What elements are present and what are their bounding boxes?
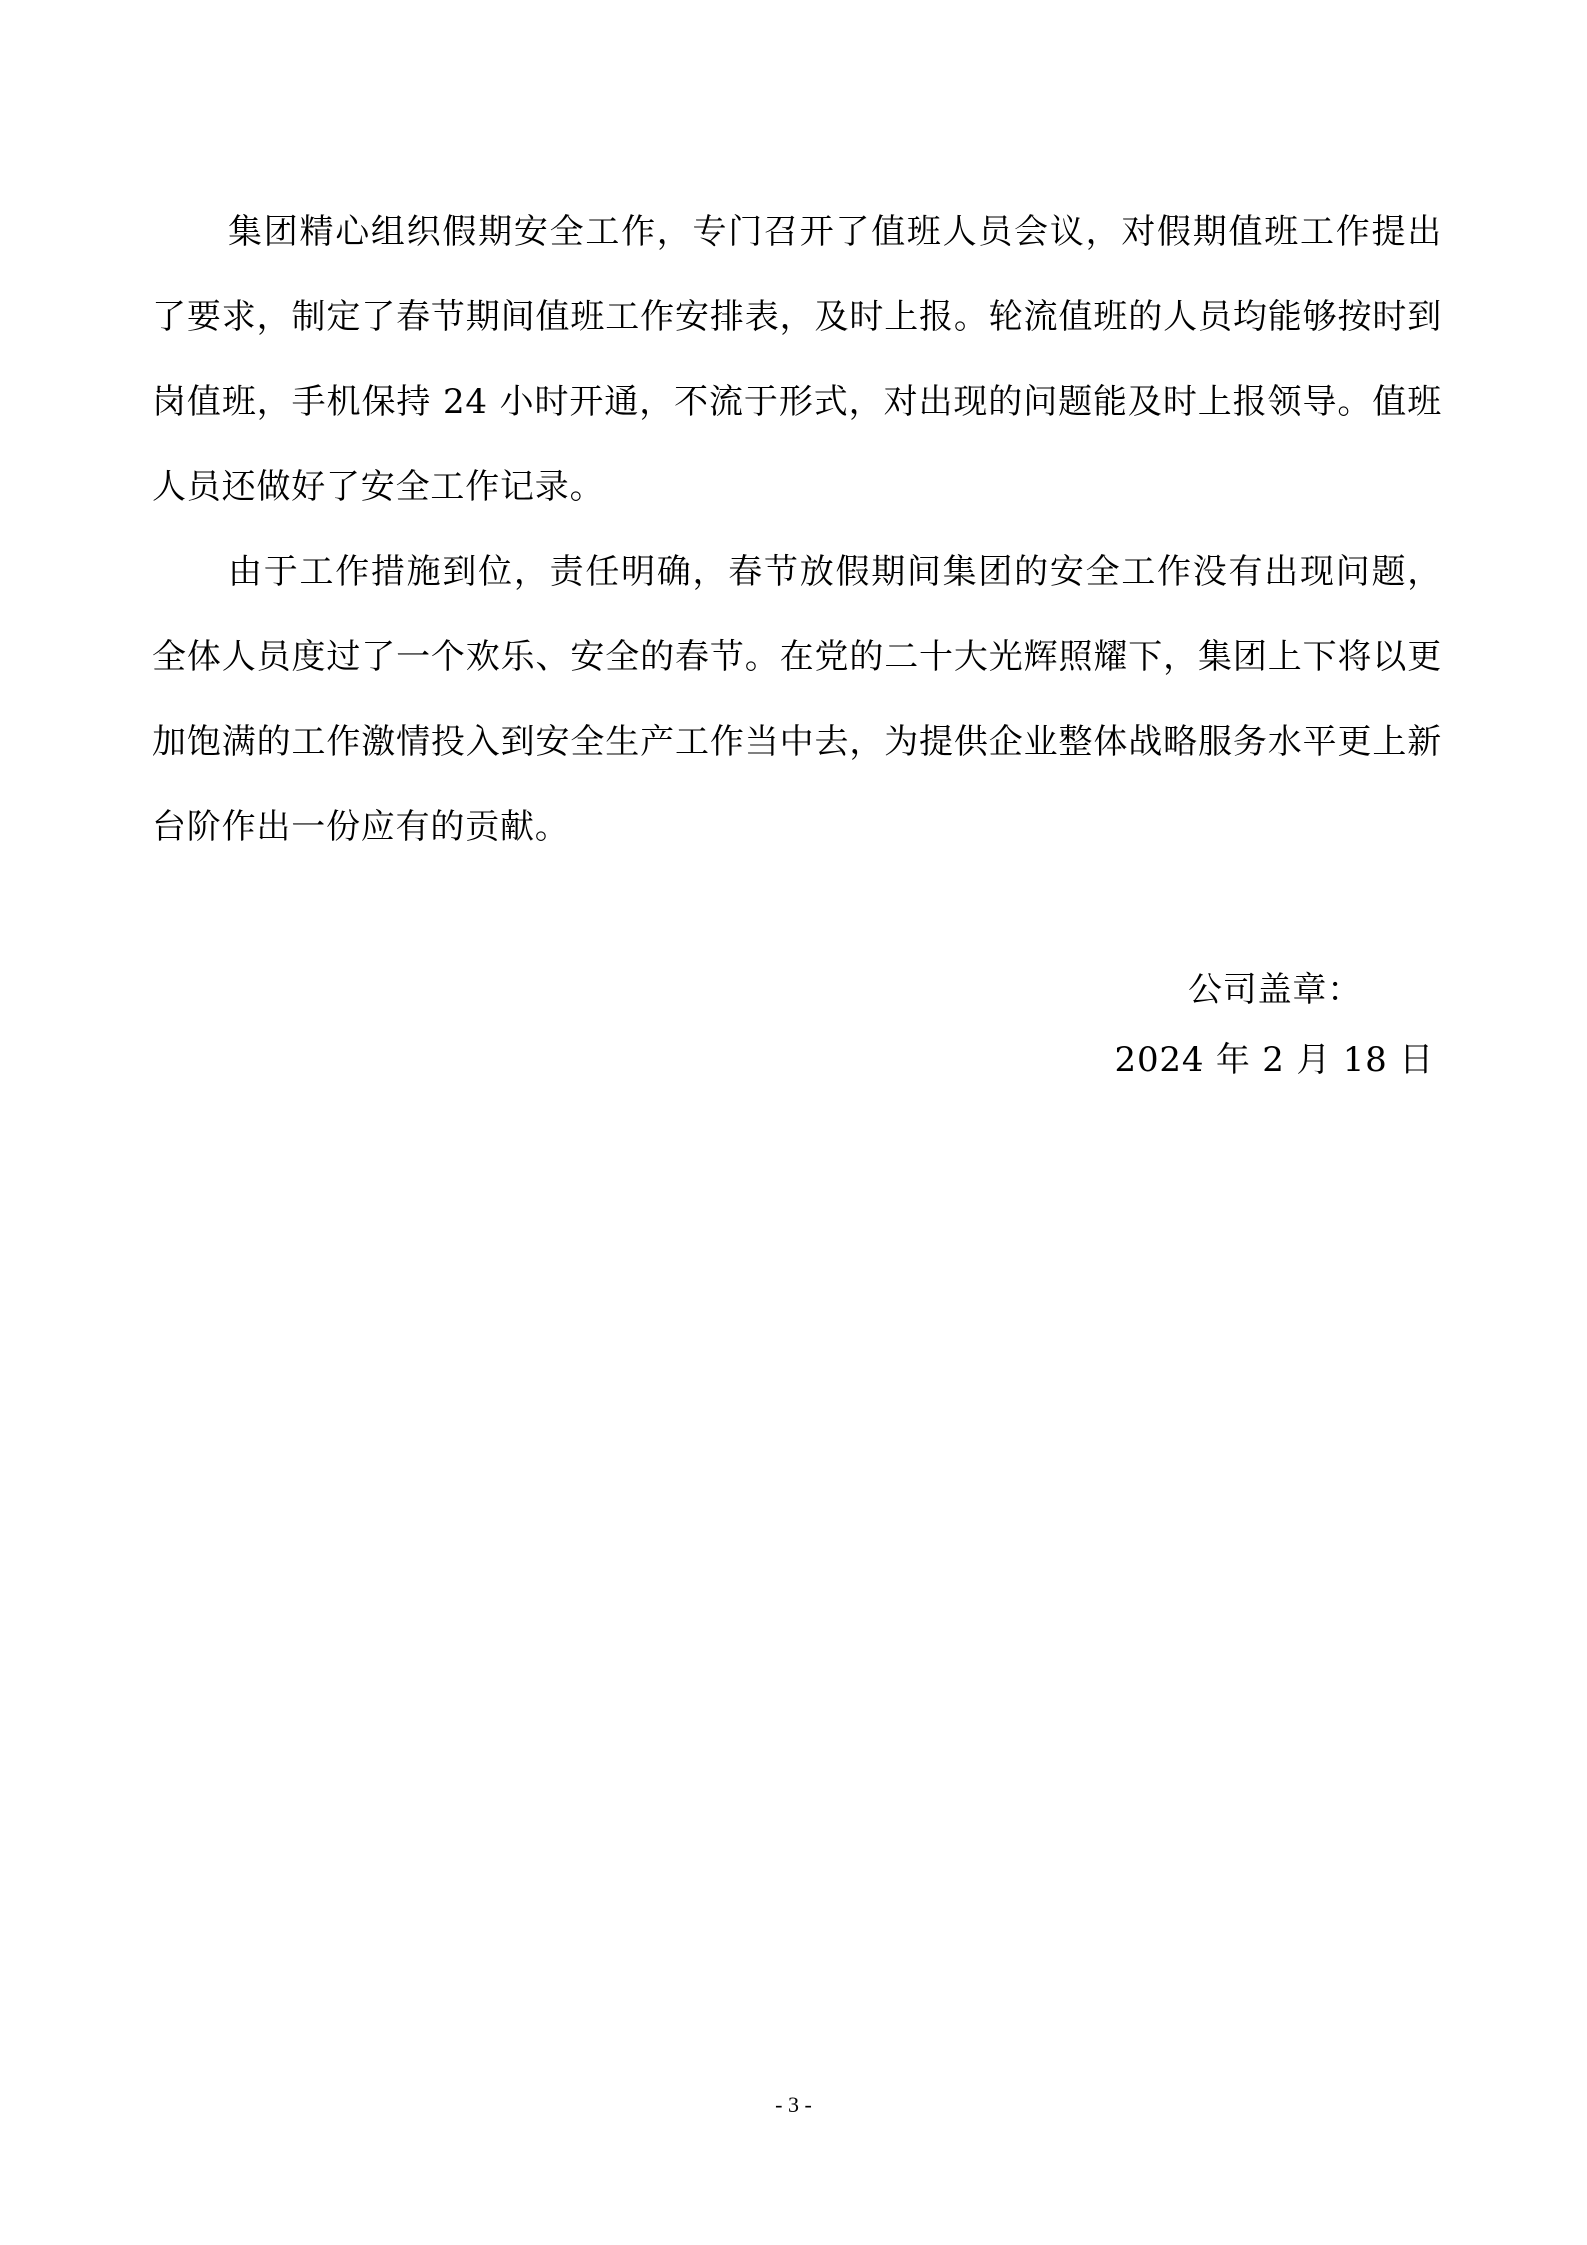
paragraph-duty-arrangement: 集团精心组织假期安全工作，专门召开了值班人员会议，对假期值班工作提出了要求，制定了春节期间值班工作安排表，及时上报。轮流值班的人员均能够按时到岗值班，手机保持 24 小时开通，不流于形式，对出现的问题能及时上报领导。值班人员还做好了安全工作记录。 (152, 212, 1442, 507)
paragraph-summary: 由于工作措施到位，责任明确，春节放假期间集团的安全工作没有出现问题，全体人员度过了一个欢乐、安全的春节。在党的二十大光辉照耀下，集团上下将以更加饱满的工作激情投入到安全生产工作当中去，为提供企业整体战略服务水平更上新台阶作出一份应有的贡献。 (152, 552, 1442, 847)
document-body (152, 190, 1442, 870)
signature-block (1115, 955, 1434, 1095)
document-date: 2024 年 2 月 18 日 (1114, 1040, 1434, 1080)
company-seal-label: 公司盖章： (1188, 970, 1362, 1010)
page-number: - 3 - (775, 2092, 812, 2117)
